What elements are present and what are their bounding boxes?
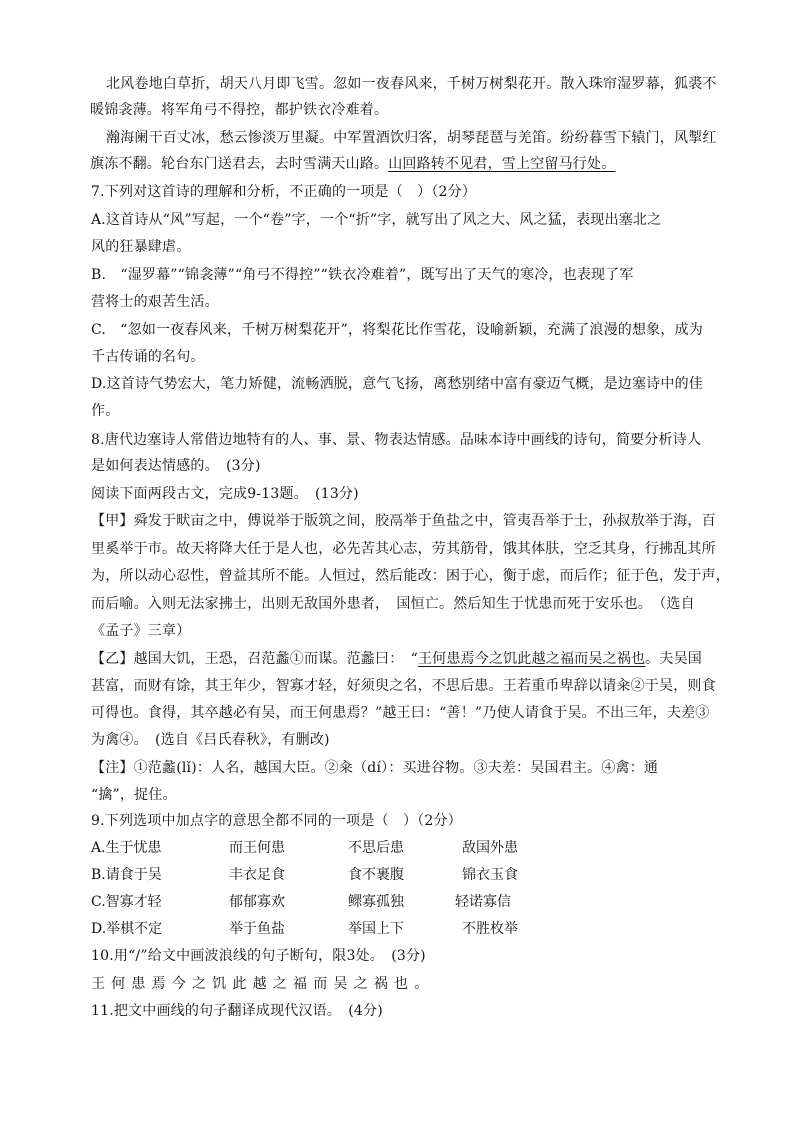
- q9-option-c-3: 鳏寡孤独: [348, 894, 404, 910]
- q9-option-b-3: 食不裹腹: [348, 867, 404, 883]
- passage-yi-line-4: 为禽④。 (选自《吕氏春秋》，有删改): [91, 732, 330, 748]
- q9-option-a-4: 敌国外患: [462, 840, 518, 856]
- q9-option-b-4: 锦衣玉食: [462, 867, 518, 883]
- q8-line-2: 是如何表达情感的。 (3分): [91, 458, 261, 474]
- passage-jia-line-2: 里奚举于市。故天将降大任于是人也，必先苦其心志，劳其筋骨，饿其体肤，空乏其身，行拂乱其所: [91, 541, 716, 557]
- passage-yi-line-1-start: 【乙】越国大饥，王恐，召范蠡①而谋。范蠡曰： “: [91, 651, 418, 667]
- q9-option-c-2: 郁郁寡欢: [229, 894, 285, 910]
- passage-yi-line-1: [91, 649, 702, 669]
- poem-line-1: 北风卷地白草折，胡天八月即飞雪。忽如一夜春风来，千树万树梨花开。散入珠帘湿罗幕，狐裘不: [106, 76, 717, 92]
- q7-option-a-line1: A.这首诗从“风”写起，一个“卷”字，一个“折”字，就写出了风之大、风之猛，表现出塞北之: [91, 212, 662, 228]
- q8-line-1: 8.唐代边塞诗人常借边地特有的人、事、景、物表达情感。品味本诗中画线的诗句，简要分析诗人: [91, 432, 702, 448]
- q9-option-a-3: 不思后患: [348, 840, 404, 856]
- poem-line-4: [90, 154, 615, 174]
- passage-jia-line-4: 而后喻。入则无法家拂士，出则无敌国外患者， 国恒亡。然后知生于忧患而死于安乐也。 （选自: [91, 596, 695, 612]
- poem-line-2: 暖锦衾薄。将军角弓不得控，都护铁衣冷难着。: [90, 102, 389, 118]
- note-line-1: 【注】①范蠡(lǐ)：人名，越国大臣。②籴（dí）：买进谷物。③夫差：吴国君主。④禽：通: [91, 760, 659, 776]
- q9-option-d-1: D.举棋不定: [91, 921, 163, 937]
- passage-jia-line-3: 为，所以动心忍性，曾益其所不能。人恒过，然后能改：困于心，衡于虑，而后作；征于色，发于声，: [91, 568, 730, 584]
- q9-option-d-3: 举国上下: [348, 921, 404, 937]
- q7-option-b-line1: B. “湿罗幕”“锦衾薄”“角弓不得控”“铁衣冷难着”，既写出了天气的寒冷，也表现了军: [91, 267, 634, 283]
- q9-option-a-1: A.生于忧患: [91, 840, 162, 856]
- note-line-2: “擒”，捉住。: [91, 787, 177, 803]
- q7-option-d-line1: D.这首诗气势宏大，笔力矫健，流畅洒脱，意气飞扬，离愁别绪中富有豪迈气概，是边塞诗中的佳: [91, 376, 703, 392]
- q10-stem: 10.用“/”给文中画波浪线的句子断句，限3处。 (3分): [91, 948, 426, 964]
- poem-underlined-line: 山回路转不见君，雪上空留马行处。: [388, 156, 616, 172]
- passage-jia-line-5: 《孟子》三章）: [91, 623, 191, 639]
- q11-stem: 11.把文中画线的句子翻译成现代汉语。 (4分): [91, 1003, 383, 1019]
- poem-line-4-plain: 旗冻不翻。轮台东门送君去，去时雪满天山路。: [90, 156, 389, 172]
- q7-option-c-line2: 千古传诵的名句。: [91, 349, 205, 365]
- q9-option-b-1: B.请食于吴: [91, 867, 162, 883]
- q9-option-c-1: C.智寡才轻: [91, 894, 162, 910]
- q7-option-a-line2: 风的狂暴肆虐。: [91, 239, 191, 255]
- q9-option-b-2: 丰衣足食: [229, 867, 285, 883]
- passage-yi-line-1-end: 。夫吴国: [645, 651, 702, 667]
- passage-yi-line-3: 可得也。食得，其卒越必有吴，而王何患焉？”越王曰：“善！”乃使人请食于吴。不出三年，夫差③: [91, 705, 710, 721]
- q10-sentence: 王何患焉今之饥此越之福而吴之祸也。: [91, 976, 435, 992]
- passage-yi-line-2: 甚富，而财有馀，其王年少，智寡才轻，好须臾之名，不思后患。王若重币卑辞以请籴②于吴，则食: [91, 678, 716, 694]
- q9-stem: 9.下列选项中加点字的意思全都不同的一项是（ ）（2分）: [91, 813, 462, 829]
- passage-jia-line-1: 【甲】舜发于畎亩之中，傅说举于版筑之间，胶鬲举于鱼盐之中，管夷吾举于士，孙叔敖举于海，百: [91, 513, 716, 529]
- q7-option-d-line2: 作。: [91, 403, 120, 419]
- q9-option-c-4: 轻诺寡信: [455, 894, 511, 910]
- q9-option-d-2: 举于鱼盐: [229, 921, 285, 937]
- q7-stem: 7.下列对这首诗的理解和分析，不正确的一项是（ ）（2分）: [91, 184, 477, 200]
- poem-line-3: 瀚海阑干百丈冰，愁云惨淡万里凝。中军置酒饮归客，胡琴琵琶与羌笛。纷纷暮雪下辕门，风掣红: [106, 130, 717, 146]
- q9-option-a-2: 而王何患: [229, 840, 285, 856]
- q9-option-d-4: 不胜枚举: [462, 921, 518, 937]
- passage-intro: 阅读下面两段古文，完成9-13题。 (13分): [91, 486, 359, 502]
- q7-option-c-line1: C. “忽如一夜春风来，千树万树梨花开”，将梨花比作雪花，设喻新颖，充满了浪漫的想象，成为: [91, 322, 703, 338]
- q7-option-b-line2: 营将士的艰苦生活。: [91, 294, 219, 310]
- wavy-underlined-sentence: 王何患焉今之饥此越之福而吴之祸也: [417, 651, 646, 667]
